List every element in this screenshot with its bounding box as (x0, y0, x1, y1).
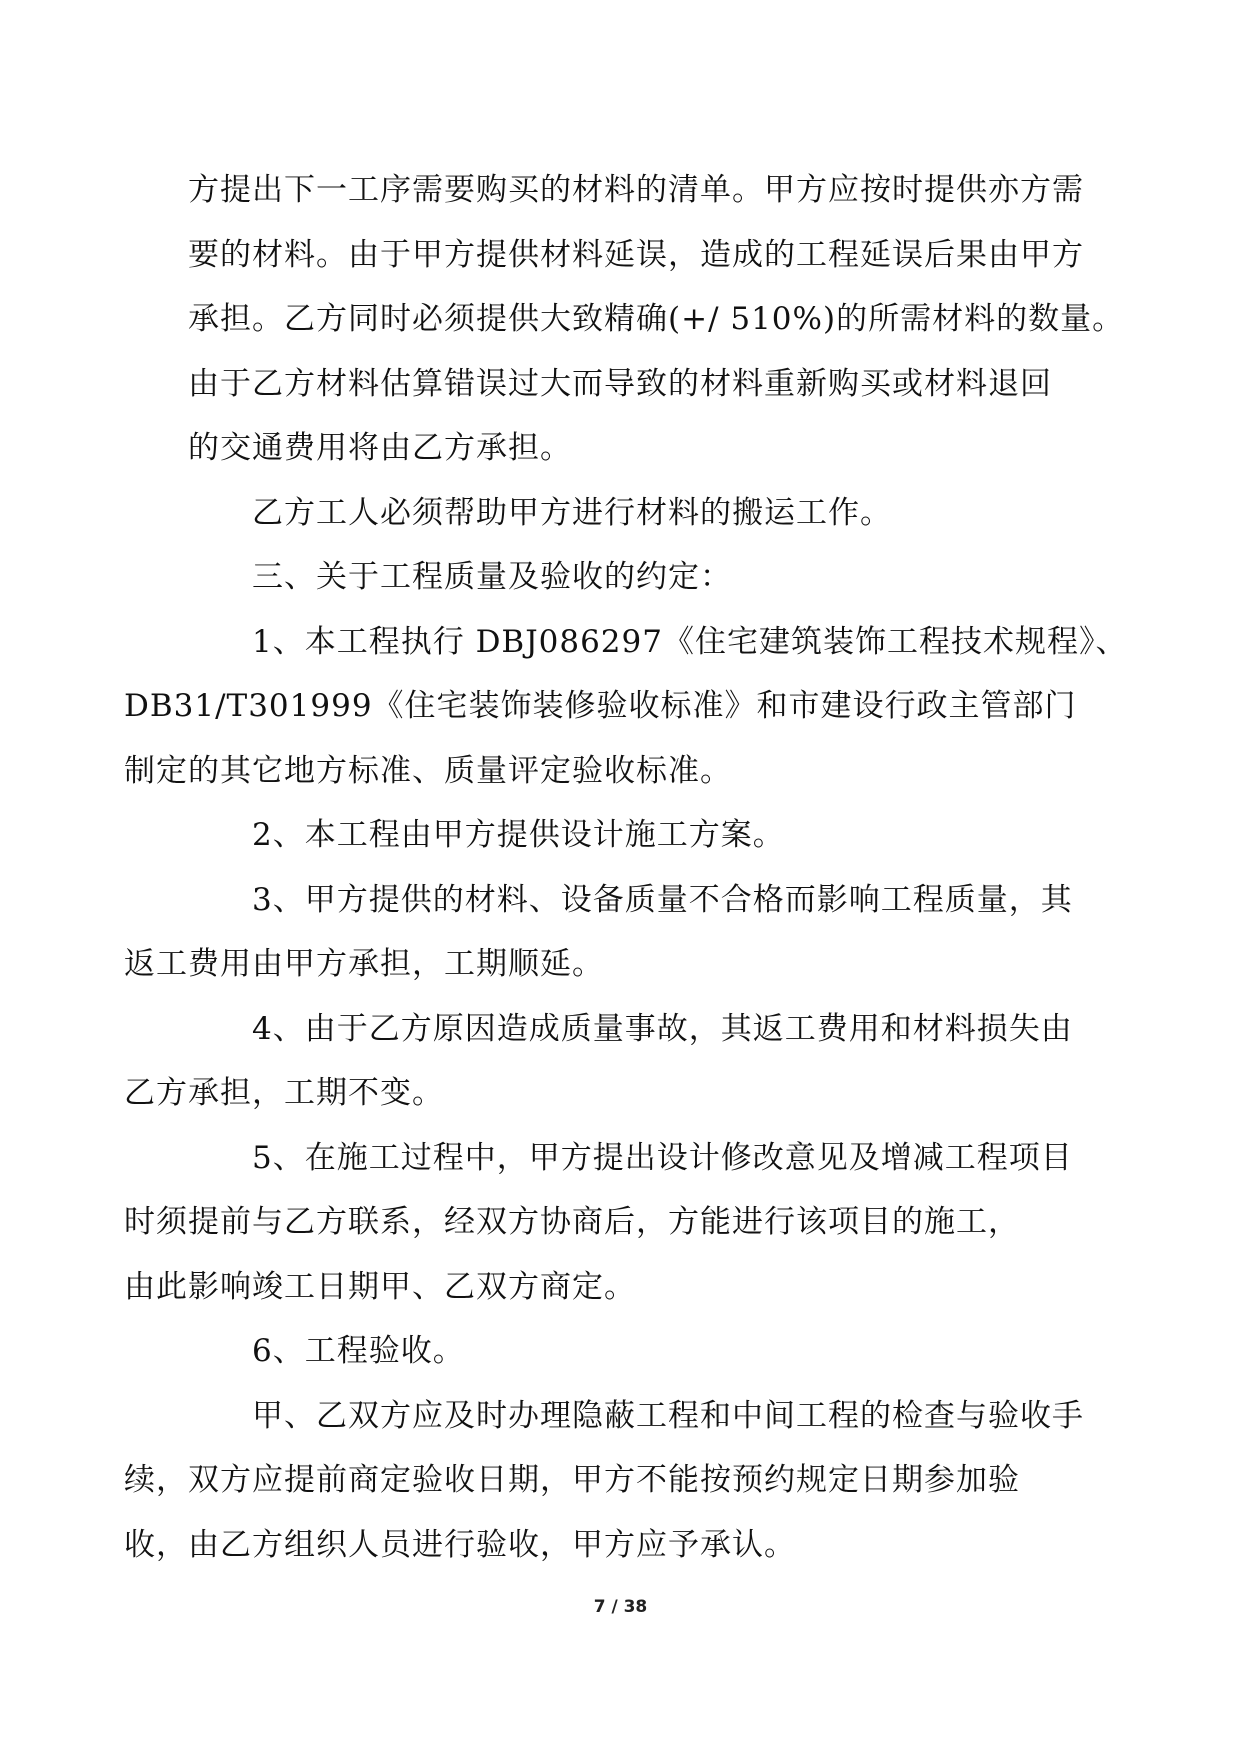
text-line: 的交通费用将由乙方承担。 (188, 430, 572, 466)
text-line: 由此影响竣工日期甲、乙双方商定。 (124, 1268, 636, 1305)
paragraph-materials-list (188, 158, 1125, 481)
text-line: 6、工程验收。 (252, 1333, 465, 1369)
section-heading-quality (188, 545, 1053, 610)
paragraph-item-2 (188, 803, 1053, 868)
text-line: DB31/T301999《住宅装饰装修验收标准》和市建设行政主管部门 (124, 688, 1077, 724)
text-line: 方提出下一工序需要购买的材料的清单。甲方应按时提供亦方需 (188, 172, 1084, 208)
paragraph-item-1 (124, 610, 1128, 804)
text-line: 3、甲方提供的材料、设备质量不合格而影响工程质量，其 (252, 881, 1073, 918)
text-line: 返工费用由甲方承担，工期顺延。 (124, 946, 604, 982)
paragraph-material-handling (188, 481, 1053, 546)
page-number: 7 / 38 (593, 1597, 648, 1617)
text-line: 乙方承担，工期不变。 (124, 1075, 444, 1111)
text-line: 收，由乙方组织人员进行验收，甲方应予承认。 (124, 1526, 796, 1563)
paragraph-item-5 (124, 1126, 1073, 1320)
paragraph-item-6 (188, 1319, 1053, 1384)
text-line: 制定的其它地方标准、质量评定验收标准。 (124, 752, 732, 789)
text-line: 三、关于工程质量及验收的约定： (252, 559, 732, 595)
text-line: 承担。乙方同时必须提供大致精确(+/ 510%)的所需材料的数量。 (188, 301, 1125, 337)
paragraph-item-4 (124, 997, 1073, 1126)
paragraph-acceptance (124, 1384, 1084, 1578)
text-line: 续，双方应提前商定验收日期，甲方不能按预约规定日期参加验 (124, 1462, 1020, 1498)
text-line: 乙方工人必须帮助甲方进行材料的搬运工作。 (252, 494, 892, 531)
text-line: 要的材料。由于甲方提供材料延误，造成的工程延误后果由甲方 (188, 236, 1084, 273)
text-line: 甲、乙双方应及时办理隐蔽工程和中间工程的检查与验收手 (252, 1397, 1084, 1434)
document-body (124, 158, 1128, 1577)
text-line: 由于乙方材料估算错误过大而导致的材料重新购买或材料退回 (188, 365, 1052, 402)
text-line: 1、本工程执行 DBJ086297《住宅建筑装饰工程技术规程》、 (252, 623, 1128, 660)
text-line: 5、在施工过程中，甲方提出设计修改意见及增减工程项目 (252, 1139, 1073, 1176)
text-line: 2、本工程由甲方提供设计施工方案。 (252, 817, 785, 853)
paragraph-item-3 (124, 868, 1073, 997)
text-line: 4、由于乙方原因造成质量事故，其返工费用和材料损失由 (252, 1010, 1073, 1047)
text-line: 时须提前与乙方联系，经双方协商后，方能进行该项目的施工， (124, 1204, 1020, 1240)
